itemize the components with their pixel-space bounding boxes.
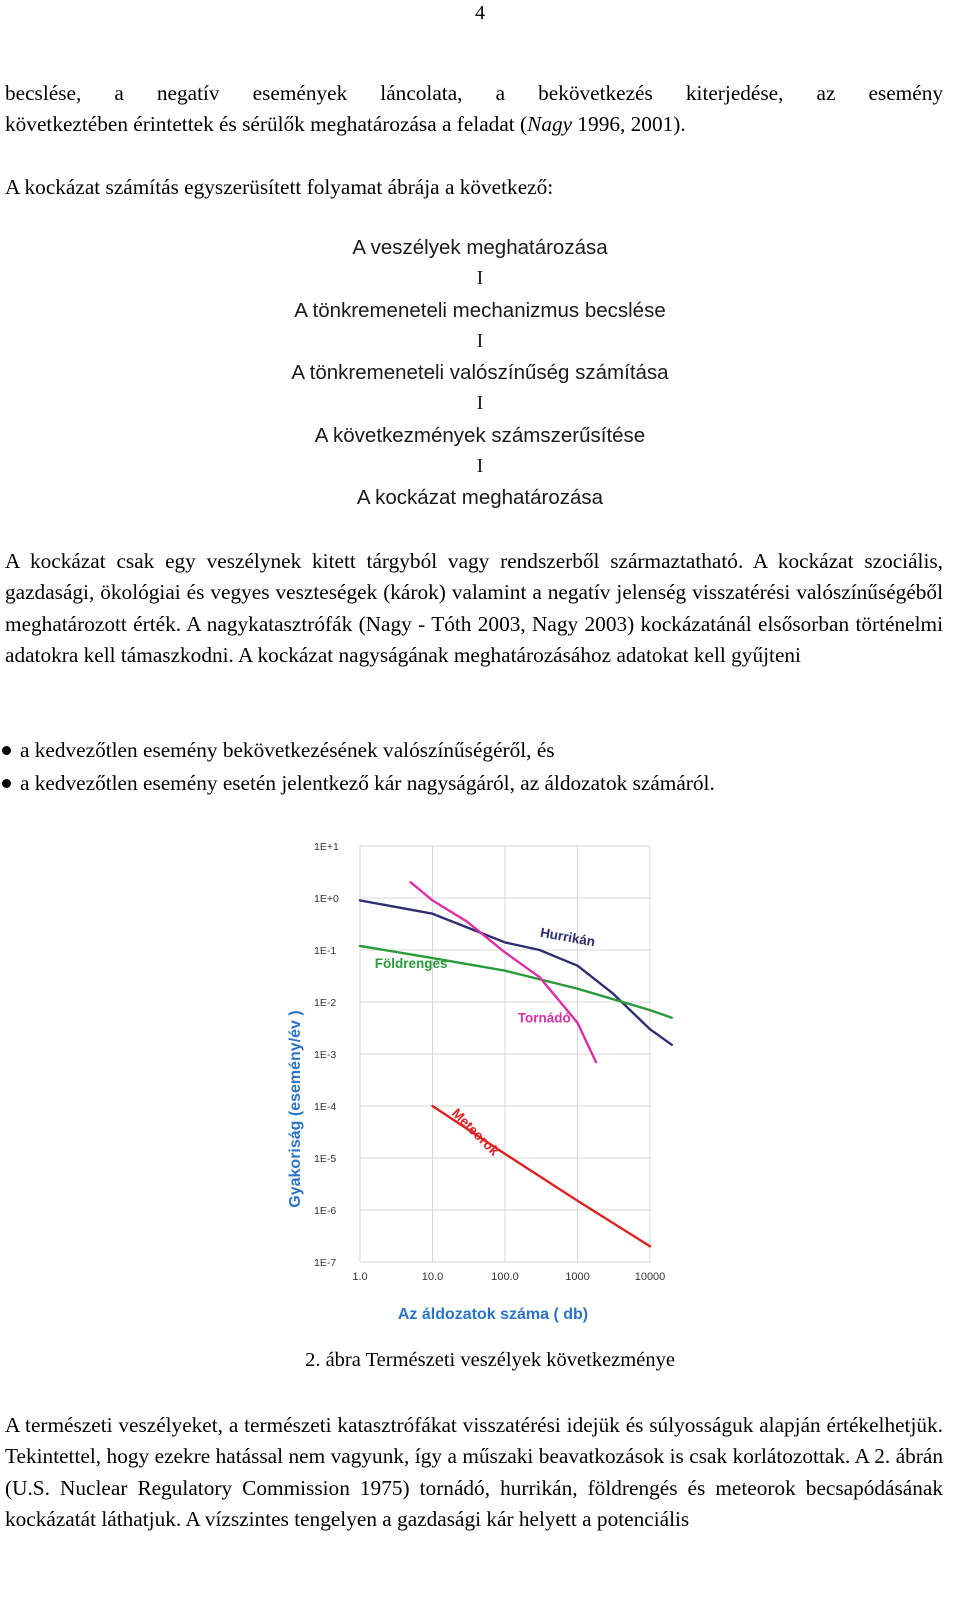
x-tick-label: 10000: [634, 1271, 666, 1283]
series-label: Földrengés: [374, 956, 448, 972]
flow-intro: A kockázat számítás egyszerüsített folyamat ábrája a következő:: [5, 175, 554, 199]
flow-separator: I: [476, 267, 484, 290]
list-item: a kedvezőtlen esemény esetén jelentkező kár nagyságáról, az áldozatok számáról.: [0, 767, 940, 800]
x-tick-label: 10.0: [421, 1271, 444, 1283]
x-tick-label: 1000: [565, 1271, 590, 1283]
y-tick-label: 1E-4: [314, 1101, 337, 1113]
y-tick-label: 1E-5: [314, 1153, 337, 1165]
flow-step: A tönkremeneteli valószínűség számítása: [291, 361, 669, 385]
x-tick-label: 1.0: [352, 1271, 368, 1283]
x-tick-label: 100.0: [491, 1271, 519, 1283]
flow-separator: I: [476, 329, 484, 352]
x-axis-title: Az áldozatok száma ( db): [397, 1306, 589, 1323]
y-tick-label: 1E-2: [314, 997, 337, 1009]
flow-step: A kockázat meghatározása: [356, 486, 604, 510]
intro-paragraph: [5, 78, 943, 140]
series-label: Hurrikán: [539, 924, 597, 950]
closing-paragraph: A természeti veszélyeket, a természeti katasztrófákat visszatérési idejük és súlyosságuk alapján értékelhetjük. Tekintettel, hogy ezekre hatással nem vagyunk, így a műszaki beavatkozások is csak korlátozottak. A 2. ábrán (U.S. Nuclear Regulatory Commission 1975) tornádó, hurrikán, földrengés és meteorok becsapódásának kockázatát láthatjuk. A vízszintes tengelyen a gazdasági kár helyett a potenciális: [5, 1413, 943, 1531]
figure-caption: 2. ábra Természeti veszélyek következménye: [305, 1349, 675, 1371]
cited-author: Nagy: [527, 112, 573, 136]
flow-separator: I: [476, 392, 484, 415]
intro-line-1: becslése, a negatív események láncolata, a bekövetkezés kiterjedése, az esemény: [5, 81, 943, 105]
bullet-icon: [2, 779, 11, 788]
flow-step: A veszélyek meghatározása: [352, 236, 608, 259]
flow-step: A tönkremeneteli mechanizmus becslése: [294, 298, 666, 322]
flow-separator: I: [476, 455, 484, 478]
intro-line-2: következtében érintettek és sérülők meghatározása a feladat (Nagy 1996, 2001).: [5, 112, 686, 136]
bullet-icon: [2, 746, 11, 755]
y-tick-label: 1E-1: [314, 945, 337, 957]
series-label: Tornádó: [517, 1010, 571, 1026]
flow-step: A következmények számszerűsítése: [314, 423, 646, 447]
process-flow: [0, 232, 960, 514]
body-paragraph: A kockázat csak egy veszélynek kitett tárgyból vagy rendszerből származtatható. A kockázat szociális, gazdasági, ökológiai és vegyes veszteségek (károk) valamint a negatív jelenség visszatérési valószínűségéből meghatározott érték. A nagykatasztrófák (Nagy - Tóth 2003, Nagy 2003) kockázatánál elsősorban történelmi adatokra kell támaszkodni. A kockázat nagyságának meghatározásához adatokat kell gyűjteni: [5, 549, 943, 667]
y-tick-label: 1E+0: [314, 893, 339, 905]
series-line-tornádó: [411, 882, 596, 1062]
y-axis-title: Gyakoriság (esemény/év ): [287, 1010, 304, 1208]
y-tick-label: 1E+1: [314, 841, 339, 853]
bullet-list: [0, 734, 940, 800]
list-item: a kedvezőtlen esemény bekövetkezésének valószínűségéről, és: [0, 734, 940, 767]
hazard-frequency-chart: [270, 830, 690, 1345]
y-tick-label: 1E-6: [314, 1205, 337, 1217]
page-number: 4: [475, 2, 485, 24]
series-label: Meteorok: [448, 1105, 502, 1159]
y-tick-label: 1E-3: [314, 1049, 337, 1061]
y-tick-label: 1E-7: [314, 1257, 337, 1269]
